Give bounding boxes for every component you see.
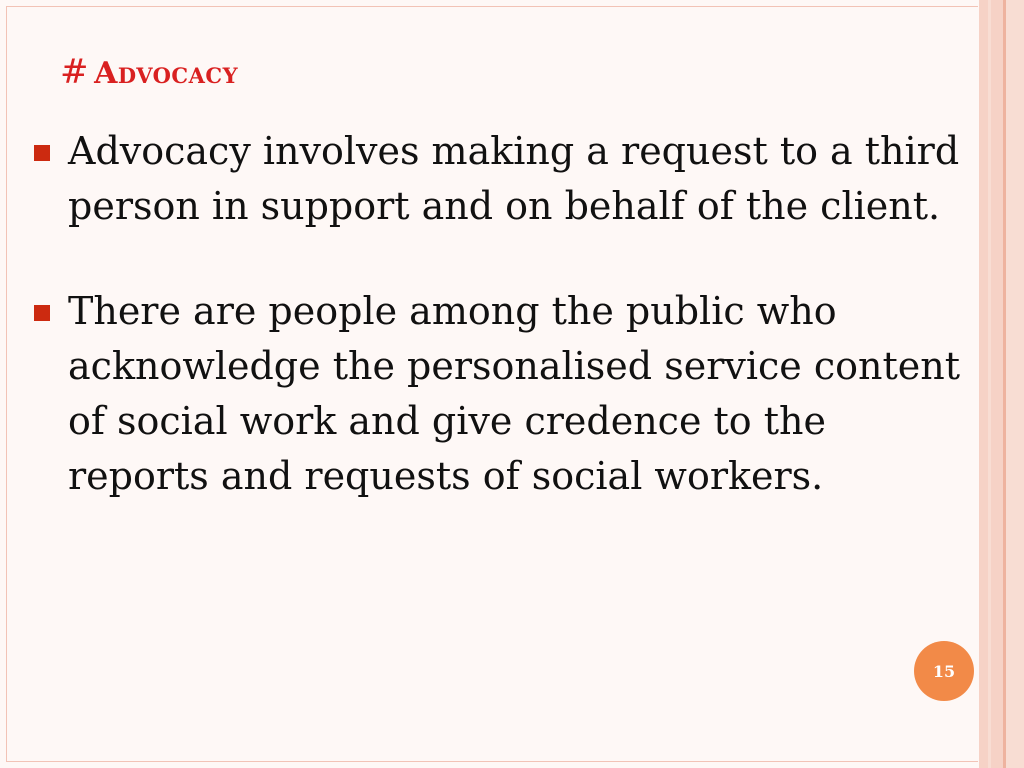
title-hash: # (60, 52, 89, 92)
bullet-item (30, 284, 970, 504)
bullet-item (30, 124, 970, 234)
right-band-stripe-1 (979, 0, 988, 768)
frame-top-border (6, 6, 978, 7)
right-band-stripe-5 (1006, 0, 1024, 768)
frame-bottom-border (6, 761, 978, 762)
page-number: 15 (932, 661, 956, 681)
slide-title (60, 52, 238, 92)
bullet-text: Advocacy involves making a request to a third person in support and on behalf of the client. (68, 129, 960, 228)
bullet-text: There are people among the public who acknowledge the personalised service content of social work and give credence to the reports and requests of social workers. (68, 289, 960, 498)
bullet-list (30, 124, 970, 504)
right-band-stripe-3 (991, 0, 1003, 768)
frame-left-border (6, 6, 7, 762)
page-number-badge (914, 641, 974, 701)
title-text: Advocacy (94, 56, 239, 91)
square-bullet-icon (34, 305, 50, 321)
square-bullet-icon (34, 145, 50, 161)
